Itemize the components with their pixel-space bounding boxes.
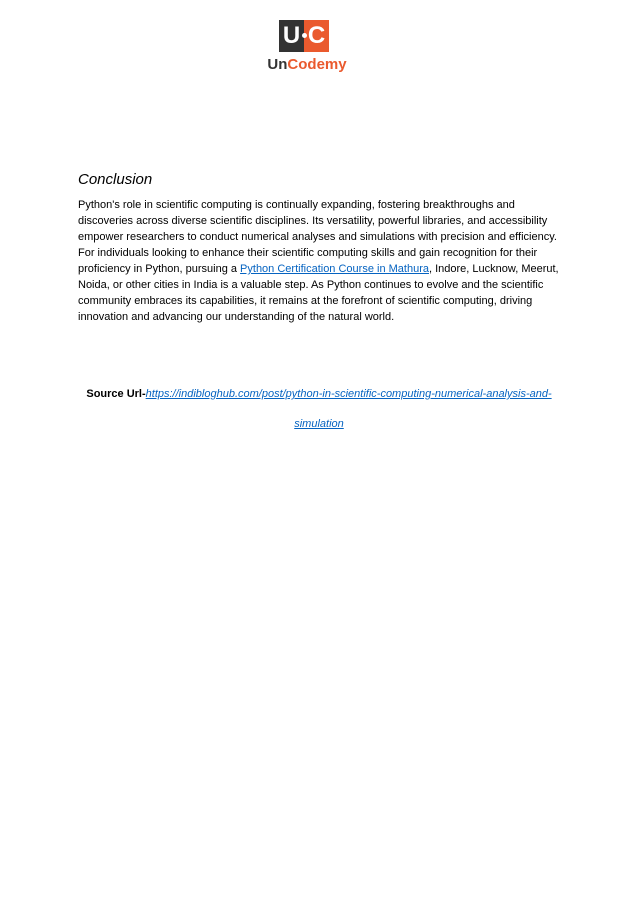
logo-dot-icon	[302, 33, 307, 38]
source-url-line	[78, 379, 560, 439]
uncodemy-logo	[262, 20, 352, 76]
logo-mark-u: U	[279, 20, 304, 52]
logo-wordmark-codemy: Codemy	[287, 56, 347, 73]
logo-mark	[279, 20, 330, 52]
conclusion-text-part1: Python's role in scientific computing is continually expanding, fostering breakthroughs and discoveries across diverse scientific disciplines. Its versatility, powerful libraries, and accessibility empower researchers to conduct numerical analyses and simulations with precision and efficiency. For individuals looking to enhance their scientific computing skills and gain recognition for their proficiency in Python, pursuing a	[78, 199, 557, 275]
conclusion-paragraph	[78, 197, 564, 325]
source-url-label: Source Url-	[86, 388, 146, 400]
source-url-link[interactable]: https://indibloghub.com/post/python-in-scientific-computing-numerical-analysis-and-simulation	[145, 388, 552, 430]
conclusion-text-part2: , Indore, Lucknow, Meerut, Noida, or other cities in India is a valuable step. As Python continues to evolve and the scientific community embraces its capabilities, it remains at the forefront of scientific computing, driving innovation and advancing our understanding of the natural world.	[78, 263, 559, 323]
logo-wordmark-un: Un	[267, 56, 288, 73]
logo-mark-c: C	[304, 20, 329, 52]
conclusion-heading: Conclusion	[78, 171, 153, 188]
python-certification-course-link[interactable]: Python Certification Course in Mathura	[240, 263, 429, 275]
logo-wordmark	[262, 56, 352, 74]
